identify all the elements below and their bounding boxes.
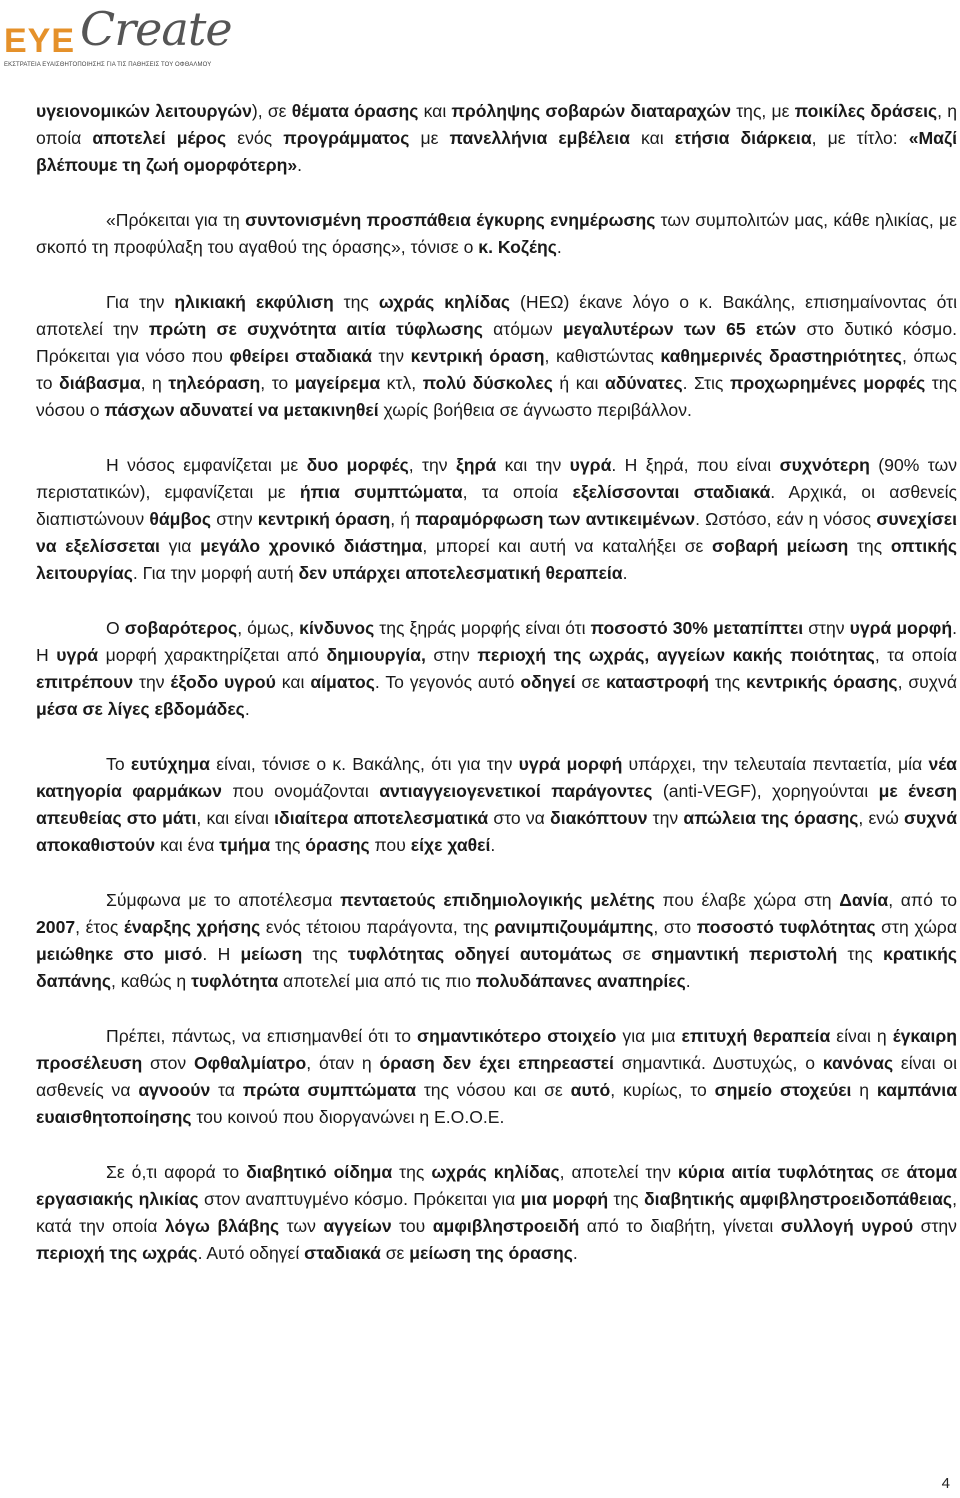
- bold-text: ήπια συμπτώματα: [299, 482, 463, 502]
- text: , από το: [888, 890, 957, 910]
- text: , μπορεί και αυτή να καταλήξει σε: [422, 536, 713, 556]
- text: .: [244, 699, 250, 719]
- bold-text: υγρά: [56, 645, 99, 665]
- bold-text: αίματος: [310, 672, 375, 692]
- text: .: [685, 971, 691, 991]
- bold-text: υγρά μορφή: [518, 754, 623, 774]
- bold-text: λόγω βλάβης: [164, 1216, 280, 1236]
- text: είναι οι ασθενείς να: [36, 1053, 957, 1100]
- text: της: [837, 944, 884, 964]
- text: , με τίτλο:: [811, 128, 909, 148]
- text: , όμως,: [237, 618, 300, 638]
- bold-text: με ένεση απευθείας στο μάτι: [36, 781, 958, 828]
- bold-text: φθείρει σταδιακά: [229, 346, 372, 366]
- bold-text: εξελίσσονται σταδιακά: [572, 482, 771, 502]
- text: , ενώ: [858, 808, 904, 828]
- text: της, με: [731, 101, 795, 121]
- logo-tagline: ΕΚΣΤΡΑΤΕΙΑ ΕΥΑΙΣΘΗΤΟΠΟΙΗΣΗΣ ΓΙΑ ΤΙΣ ΠΑΘΗΣΕΙΣ ΤΟΥ ΟΦΘΑΛΜΟΥ: [4, 62, 212, 68]
- text: για: [159, 536, 201, 556]
- text: .: [297, 155, 303, 175]
- text: είναι, τόνισε ο κ. Βακάλης, ότι για την: [209, 754, 519, 774]
- text: . Η: [202, 944, 241, 964]
- bold-text: πολύ δύσκολες: [422, 373, 553, 393]
- text: Το: [106, 754, 131, 774]
- bold-text: αγγείων: [323, 1216, 392, 1236]
- bold-text: Οφθαλμίατρο: [193, 1053, 307, 1073]
- bold-text: μέσα σε λίγες εβδομάδες: [36, 699, 245, 719]
- bold-text: πολυδάπανες αναπηρίες: [475, 971, 686, 991]
- bold-text: θάμβος: [149, 509, 212, 529]
- text: Για την: [106, 292, 175, 312]
- bold-text: καμπάνια ευαισθητοποίησης: [36, 1080, 958, 1127]
- text: σημαντικά. Δυστυχώς, ο: [613, 1053, 823, 1073]
- text: . Ωστόσο, εάν η νόσος: [695, 509, 877, 529]
- text: .: [490, 835, 496, 855]
- text: σε: [873, 1162, 907, 1182]
- text: , έτος: [75, 917, 124, 937]
- bold-text: συντονισμένη προσπάθεια έγκυρης ενημέρωσης: [245, 210, 656, 230]
- paragraph: [36, 887, 957, 995]
- bold-text: σοβαρότερος: [124, 618, 238, 638]
- text: και ένα: [155, 835, 220, 855]
- bold-text: τυφλότητας οδηγεί αυτομάτως: [347, 944, 613, 964]
- text: την: [372, 346, 411, 366]
- bold-text: ετήσια διάρκεια: [674, 128, 812, 148]
- text: (anti-VEGF), χορηγούνται: [652, 781, 879, 801]
- text: της νόσου ο: [36, 373, 958, 420]
- text: στον: [142, 1053, 194, 1073]
- bold-text: νέα κατηγορία φαρμάκων: [36, 754, 957, 801]
- text: ενός τέτοιου παράγοντα, της: [260, 917, 495, 937]
- paragraph: [36, 452, 957, 587]
- bold-text: μείωση της όρασης: [409, 1243, 573, 1263]
- text: που έλαβε χώρα στη: [654, 890, 840, 910]
- bold-text: πρόληψης σοβαρών διαταραχών: [451, 101, 732, 121]
- bold-text: μειώθηκε στο μισό: [36, 944, 203, 964]
- bold-text: συχνά αποκαθιστούν: [36, 808, 958, 855]
- text: η: [851, 1080, 877, 1100]
- bold-text: ιδιαίτερα αποτελεσματικά: [274, 808, 489, 828]
- text: στην: [425, 645, 478, 665]
- bold-text: επιτρέπουν: [36, 672, 134, 692]
- text: και: [275, 672, 311, 692]
- paragraph: [36, 615, 957, 723]
- bold-text: άτομα εργασιακής ηλικίας: [36, 1162, 958, 1209]
- text: είναι η: [830, 1026, 893, 1046]
- bold-text: καθημερινές δραστηριότητες: [660, 346, 902, 366]
- paragraph: [36, 751, 957, 859]
- page-number: 4: [941, 1475, 950, 1492]
- text: Σε ό,τι αφορά το: [106, 1162, 247, 1182]
- text: της ξηράς μορφής είναι ότι: [374, 618, 591, 638]
- text: της: [392, 1162, 432, 1182]
- bold-text: είχε χαθεί: [410, 835, 491, 855]
- bold-text: σημαντική περιστολή: [651, 944, 838, 964]
- text: της: [709, 672, 747, 692]
- bold-text: ρανιμπιζουμάμπης: [494, 917, 654, 937]
- bold-text: ωχράς κηλίδας: [431, 1162, 560, 1182]
- text: για μια: [616, 1026, 682, 1046]
- text: . Αυτό οδηγεί: [197, 1243, 305, 1263]
- bold-text: αμφιβληστροειδή: [432, 1216, 580, 1236]
- text: την: [133, 672, 171, 692]
- text: αποτελεί μια από τις πιο: [278, 971, 476, 991]
- text: του κοινού που διοργανώνει η Ε.Ο.Ο.Ε.: [191, 1107, 505, 1127]
- bold-text: τυφλότητα: [191, 971, 279, 991]
- text: ενός: [226, 128, 284, 148]
- bold-text: διακόπτουν: [550, 808, 648, 828]
- text: των συμπολιτών μας, κάθε ηλικίας, με σκοπό τη προφύλαξη του αγαθού της όρασης», τόνισε ο: [36, 210, 958, 257]
- bold-text: μαγείρεμα: [294, 373, 381, 393]
- bold-text: προχωρημένες μορφές: [729, 373, 926, 393]
- text: .: [572, 1243, 578, 1263]
- text: ατόμων: [482, 319, 563, 339]
- text: σε: [380, 1243, 410, 1263]
- bold-text: δεν υπάρχει αποτελεσματική θεραπεία: [298, 563, 623, 583]
- bold-text: κεντρική όραση: [257, 509, 391, 529]
- text: , τα οποία: [874, 645, 958, 665]
- paragraph: [36, 289, 957, 424]
- bold-text: έγκαιρη προσέλευση: [36, 1026, 957, 1073]
- text: . Το γεγονός αυτό: [374, 672, 521, 692]
- text: (ΗΕΩ) έκανε λόγο ο κ. Βακάλης, επισημαίνοντας ότι αποτελεί την: [36, 292, 957, 339]
- bold-text: μεγάλο χρονικό διάστημα: [200, 536, 423, 556]
- bold-text: ωχράς κηλίδας: [378, 292, 511, 312]
- text: της: [333, 292, 379, 312]
- bold-text: πάσχων αδυνατεί να μετακινηθεί: [104, 400, 379, 420]
- bold-text: κύρια αιτία τυφλότητας: [677, 1162, 874, 1182]
- text: . Αρχικά, οι ασθενείς διαπιστώνουν: [36, 482, 957, 529]
- text: από το διαβήτη, γίνεται: [579, 1216, 781, 1236]
- bold-text: όρασης: [305, 835, 370, 855]
- bold-text: δημιουργία,: [326, 645, 426, 665]
- bold-text: ηλικιακή εκφύλιση: [174, 292, 334, 312]
- text: χωρίς βοήθεια σε άγνωστο περιβάλλον.: [378, 400, 692, 420]
- bold-text: κανόνας: [822, 1053, 894, 1073]
- text: ), σε: [251, 101, 292, 121]
- bold-text: θέματα όρασης: [291, 101, 419, 121]
- bold-text: οδηγεί: [520, 672, 576, 692]
- bold-text: σοβαρή μείωση: [712, 536, 849, 556]
- text: Ο: [106, 618, 125, 638]
- text: και: [629, 128, 675, 148]
- text: της: [608, 1189, 644, 1209]
- bold-text: ξηρά: [455, 455, 497, 475]
- bold-text: απώλεια της όρασης: [683, 808, 859, 828]
- text: , όταν η: [306, 1053, 380, 1073]
- bold-text: υγρά: [569, 455, 612, 475]
- bold-text: σημείο στοχεύει: [714, 1080, 852, 1100]
- bold-text: πρώτη σε συχνότητα αιτία τύφλωσης: [148, 319, 483, 339]
- text: , αποτελεί την: [559, 1162, 678, 1182]
- text: μορφή χαρακτηρίζεται από: [98, 645, 327, 665]
- bold-text: αγνοούν: [138, 1080, 211, 1100]
- text: στην: [803, 618, 850, 638]
- text: , καθώς η: [110, 971, 192, 991]
- text: των: [279, 1216, 324, 1236]
- bold-text: διάβασμα: [59, 373, 141, 393]
- text: , συχνά: [897, 672, 958, 692]
- paragraph: [36, 1159, 957, 1267]
- bold-text: κεντρική όραση: [410, 346, 545, 366]
- text: του: [391, 1216, 433, 1236]
- bold-text: δυο μορφές: [306, 455, 409, 475]
- text: σε: [575, 672, 606, 692]
- bold-text: διαβητικής αμφιβληστροειδοπάθειας: [643, 1189, 953, 1209]
- text: της: [270, 835, 306, 855]
- bold-text: έξοδο υγρού: [170, 672, 276, 692]
- bold-text: κρατικής δαπάνης: [36, 944, 957, 991]
- text: . Η ξηρά, που είναι: [611, 455, 780, 475]
- text: , όπως το: [36, 346, 958, 393]
- bold-text: Δανία: [839, 890, 889, 910]
- bold-text: ποσοστό τυφλότητας: [696, 917, 876, 937]
- bold-text: πανελλήνια εμβέλεια: [449, 128, 630, 148]
- bold-text: κίνδυνος: [299, 618, 375, 638]
- bold-text: συχνότερη: [779, 455, 870, 475]
- paragraph: [36, 98, 957, 179]
- text: στο να: [488, 808, 551, 828]
- bold-text: υγρά μορφή: [849, 618, 953, 638]
- text: Σύμφωνα με το αποτέλεσμα: [106, 890, 341, 910]
- bold-text: κ. Κοζέης: [478, 237, 557, 257]
- paragraph: [36, 207, 957, 261]
- bold-text: αδύνατες: [604, 373, 683, 393]
- text: της: [302, 944, 348, 964]
- text: με: [409, 128, 450, 148]
- bold-text: ευτύχημα: [130, 754, 210, 774]
- bold-text: συνεχίσει να εξελίσσεται: [36, 509, 958, 556]
- text: που: [369, 835, 411, 855]
- text: στον αναπτυγμένο κόσμο. Πρόκειται για: [198, 1189, 521, 1209]
- bold-text: περιοχή της ωχράς, αγγείων κακής ποιότητας: [477, 645, 875, 665]
- paragraph: [36, 1023, 957, 1131]
- text: που ονομάζονται: [221, 781, 380, 801]
- bold-text: υγειονομικών λειτουργών: [36, 101, 252, 121]
- text: την: [647, 808, 684, 828]
- bold-text: αντιαγγειογενετικοί παράγοντες: [379, 781, 653, 801]
- text: τα: [210, 1080, 243, 1100]
- text: .: [622, 563, 628, 583]
- text: και την: [496, 455, 570, 475]
- text: υπάρχει, την τελευταία πενταετία, μία: [622, 754, 929, 774]
- text: Η νόσος εμφανίζεται με: [106, 455, 307, 475]
- text: της: [848, 536, 891, 556]
- bold-text: ποικίλες δράσεις: [794, 101, 938, 121]
- bold-text: διαβητικό οίδημα: [246, 1162, 393, 1182]
- text: σε: [612, 944, 652, 964]
- text: κτλ,: [380, 373, 423, 393]
- text: «Πρόκειται για τη: [106, 210, 246, 230]
- text: , ή: [390, 509, 416, 529]
- logo-eye-text: ΕΥΕ: [4, 22, 76, 60]
- text: , στο: [653, 917, 697, 937]
- bold-text: σταδιακά: [304, 1243, 381, 1263]
- bold-text: ποσοστό 30% μεταπίπτει: [590, 618, 804, 638]
- bold-text: οπτικής λειτουργίας: [36, 536, 957, 583]
- text: στην: [913, 1216, 957, 1236]
- bold-text: παραμόρφωση των αντικειμένων: [415, 509, 696, 529]
- bold-text: σημαντικότερο στοιχείο: [417, 1026, 617, 1046]
- text: . Η: [36, 618, 957, 665]
- text: . Για την μορφή αυτή: [132, 563, 299, 583]
- bold-text: συλλογή υγρού: [780, 1216, 914, 1236]
- text: , το: [260, 373, 295, 393]
- text: . Στις: [682, 373, 730, 393]
- bold-text: μείωση: [240, 944, 303, 964]
- bold-text: καταστροφή: [605, 672, 710, 692]
- bold-text: πρώτα συμπτώματα: [242, 1080, 417, 1100]
- text: της νόσου και σε: [416, 1080, 571, 1100]
- text: , και είναι: [196, 808, 275, 828]
- bold-text: τμήμα: [219, 835, 271, 855]
- bold-text: αποτελεί μέρος: [92, 128, 227, 148]
- bold-text: 2007: [36, 917, 76, 937]
- bold-text: έναρξης χρήσης: [123, 917, 261, 937]
- text: , κυρίως, το: [610, 1080, 715, 1100]
- bold-text: μια μορφή: [520, 1189, 609, 1209]
- text: , η οποία: [36, 101, 958, 148]
- bold-text: όραση δεν έχει επηρεαστεί: [379, 1053, 614, 1073]
- bold-text: μεγαλυτέρων των 65 ετών: [562, 319, 797, 339]
- bold-text: κεντρικής όρασης: [746, 672, 898, 692]
- text: στη χώρα: [875, 917, 957, 937]
- bold-text: αυτό: [570, 1080, 611, 1100]
- bold-text: «Μαζί βλέπουμε τη ζωή ομορφότερη»: [36, 128, 957, 175]
- text: , η: [140, 373, 169, 393]
- bold-text: τηλεόραση: [168, 373, 261, 393]
- article-body: [36, 98, 957, 1295]
- text: στην: [211, 509, 258, 529]
- bold-text: προγράμματος: [283, 128, 410, 148]
- text: ή και: [552, 373, 605, 393]
- text: , καθιστώντας: [544, 346, 661, 366]
- text: Πρέπει, πάντως, να επισημανθεί ότι το: [106, 1026, 418, 1046]
- text: .: [556, 237, 562, 257]
- text: και: [418, 101, 452, 121]
- text: (90% των περιστατικών), εμφανίζεται με: [36, 455, 958, 502]
- bold-text: πενταετούς επιδημιολογικής μελέτης: [340, 890, 655, 910]
- text: , κατά την οποία: [36, 1189, 957, 1236]
- text: , τα οποία: [462, 482, 573, 502]
- logo-create-text: Create: [80, 2, 232, 56]
- text: , την: [408, 455, 456, 475]
- bold-text: περιοχή της ωχράς: [36, 1243, 198, 1263]
- text: στο δυτικό κόσμο. Πρόκειται για νόσο που: [36, 319, 957, 366]
- eyecreate-logo: [0, 0, 232, 72]
- bold-text: επιτυχή θεραπεία: [681, 1026, 831, 1046]
